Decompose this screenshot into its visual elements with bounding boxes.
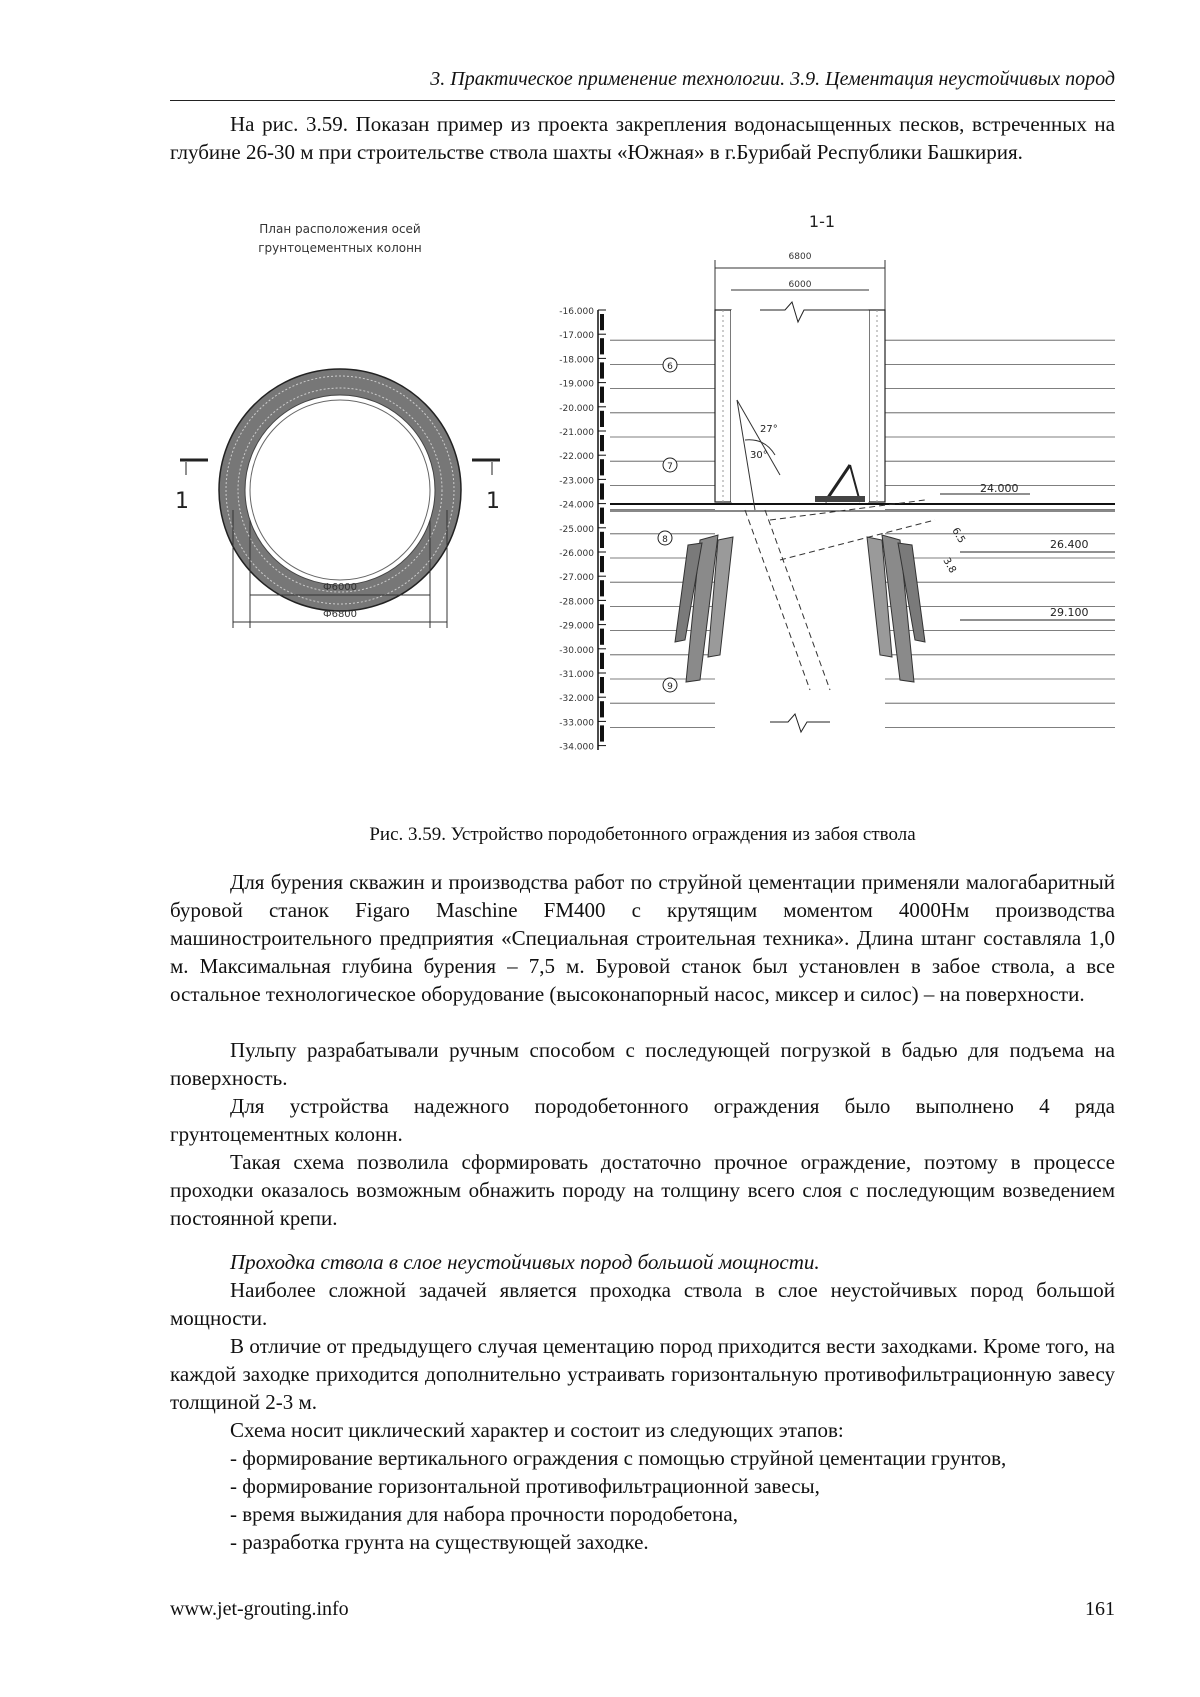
scale-segment <box>600 314 604 330</box>
depth-label: -26.000 <box>559 549 594 559</box>
plan-title-line2: грунтоцементных колонн <box>258 241 422 255</box>
depth-label: -21.000 <box>559 428 594 438</box>
depth-label: -25.000 <box>559 524 594 535</box>
scale-segment <box>600 387 604 403</box>
depth-label: -22.000 <box>559 452 594 463</box>
elevation-26: 26.400 <box>1050 538 1089 551</box>
paragraph-5: Наиболее сложной задачей является проходка ствола в слое неустойчивых пород большой мощности. <box>170 1278 1115 1330</box>
depth-label: -19.000 <box>559 379 594 390</box>
layer-label-9: 9 <box>667 682 673 692</box>
depth-scale-ticks <box>559 307 606 753</box>
depth-label: -28.000 <box>559 597 594 608</box>
header-rule <box>170 100 1115 101</box>
angle-27: 27° <box>760 424 778 435</box>
section-dim-inner: 6000 <box>788 280 812 290</box>
scale-segment <box>600 483 604 499</box>
dim-a: 6.5 <box>949 526 967 546</box>
scale-segment <box>600 362 604 378</box>
shaft-walls <box>610 302 1115 511</box>
depth-scale <box>559 307 606 753</box>
section-mark-left <box>175 460 208 514</box>
section-mark-right-label: 1 <box>486 489 500 514</box>
plan-title-line1: План расположения осей <box>259 222 421 236</box>
section-title: 1-1 <box>808 212 836 231</box>
depth-label: -17.000 <box>559 331 594 342</box>
scale-segment <box>600 580 604 596</box>
subheading: Проходка ствола в слое неустойчивых пород большой мощности. <box>230 1250 820 1274</box>
depth-label: -23.000 <box>559 476 594 487</box>
scale-segment <box>600 653 604 669</box>
dim-b: 3.8 <box>940 556 958 576</box>
scale-segment <box>600 338 604 354</box>
scale-segment <box>600 604 604 620</box>
angle-30: 30° <box>750 450 768 461</box>
layer-label-6: 6 <box>667 362 673 372</box>
elevation-marks <box>940 482 1115 620</box>
layer-label-7: 7 <box>667 462 673 472</box>
layer-label-8: 8 <box>662 535 668 545</box>
scale-segment <box>600 701 604 717</box>
paragraph-1: Для бурения скважин и производства работ по струйной цементации применяли малогабаритный буровой станок Figaro Maschine FM400 с крутящим моментом 4000Нм производства машиностроительного предприятия «Специальная строительная техника». Длина штанг составляла 1,0 м. Максимальная глубина бурения – 7,5 м. Буровой станок был установлен в забое ствола, а все остальное технологическое оборудование (высоконапорный насос, миксер и силос) – на поверхности. <box>170 870 1115 1006</box>
paragraph-7: Схема носит циклический характер и состоит из следующих этапов: <box>230 1418 844 1442</box>
break-line-bottom <box>770 714 830 732</box>
footer-url: www.jet-grouting.info <box>170 1598 349 1620</box>
list-item: - разработка грунта на существующей заходке. <box>230 1530 649 1554</box>
section-mark-right <box>472 460 500 514</box>
scale-segment <box>600 725 604 741</box>
depth-label: -34.000 <box>559 742 594 753</box>
page-number: 161 <box>1085 1598 1115 1620</box>
section-mark-left-label: 1 <box>175 489 189 514</box>
paragraph-4: Такая схема позволила сформировать достаточно прочное ограждение, поэтому в процессе проходки оказалось возможным обнажить породу на толщину всего слоя с последующим возведением постоянной крепи. <box>170 1150 1115 1230</box>
grout-columns <box>675 535 925 682</box>
elevation-29: 29.100 <box>1050 606 1089 619</box>
section-dim-outer: 6800 <box>788 252 812 262</box>
plan-dim-outer: Ф6800 <box>322 609 358 620</box>
depth-label: -33.000 <box>559 718 594 729</box>
running-head: 3. Практическое применение технологии. 3.9. Цементация неустойчивых пород <box>430 68 1115 90</box>
scale-segment <box>600 459 604 475</box>
list-item: - время выжидания для набора прочности породобетона, <box>230 1502 738 1526</box>
depth-label: -20.000 <box>559 403 594 414</box>
scale-segment <box>600 556 604 572</box>
plan-dim-inner: Ф6000 <box>322 582 358 593</box>
scale-segment <box>600 435 604 451</box>
depth-label: -27.000 <box>559 573 594 584</box>
depth-label: -31.000 <box>559 670 594 680</box>
depth-label: -18.000 <box>559 355 594 366</box>
depth-label: -30.000 <box>559 645 594 656</box>
depth-label: -16.000 <box>559 307 594 317</box>
paragraph-2: Пульпу разрабатывали ручным способом с последующей погрузкой в бадью для подъема на поверхность. <box>170 1038 1115 1090</box>
paragraph-6: В отличие от предыдущего случая цементацию пород приходится вести заходками. Кроме того, на каждой заходке приходится дополнительно устраивать горизонтальную противофильтрационную завесу толщиной 2-3 м. <box>170 1334 1115 1414</box>
depth-label: -29.000 <box>559 621 594 632</box>
list-item: - формирование горизонтальной противофильтрационной завесы, <box>230 1474 820 1498</box>
elevation-24: 24.000 <box>980 482 1019 495</box>
scale-segment <box>600 532 604 548</box>
scale-segment <box>600 508 604 524</box>
scale-segment <box>600 411 604 427</box>
intro-paragraph: На рис. 3.59. Показан пример из проекта закрепления водонасыщенных песков, встреченных на глубине 26-30 м при строительстве ствола шахты «Южная» в г.Бурибай Республики Башкирия. <box>170 112 1115 164</box>
list-item: - формирование вертикального ограждения с помощью струйной цементации грунтов, <box>230 1446 1007 1470</box>
depth-label: -32.000 <box>559 694 594 705</box>
scale-segment <box>600 677 604 693</box>
layer-labels <box>658 358 677 692</box>
paragraph-3: Для устройства надежного породобетонного ограждения было выполнено 4 ряда грунтоцементных колонн. <box>170 1094 1115 1146</box>
depth-label: -24.000 <box>559 500 594 511</box>
scale-segment <box>600 629 604 645</box>
plan-ring <box>219 369 461 611</box>
figure-3-59 <box>170 210 1115 830</box>
figure-caption: Рис. 3.59. Устройство породобетонного ограждения из забоя ствола <box>369 824 916 845</box>
figure-drawing <box>170 210 1115 830</box>
